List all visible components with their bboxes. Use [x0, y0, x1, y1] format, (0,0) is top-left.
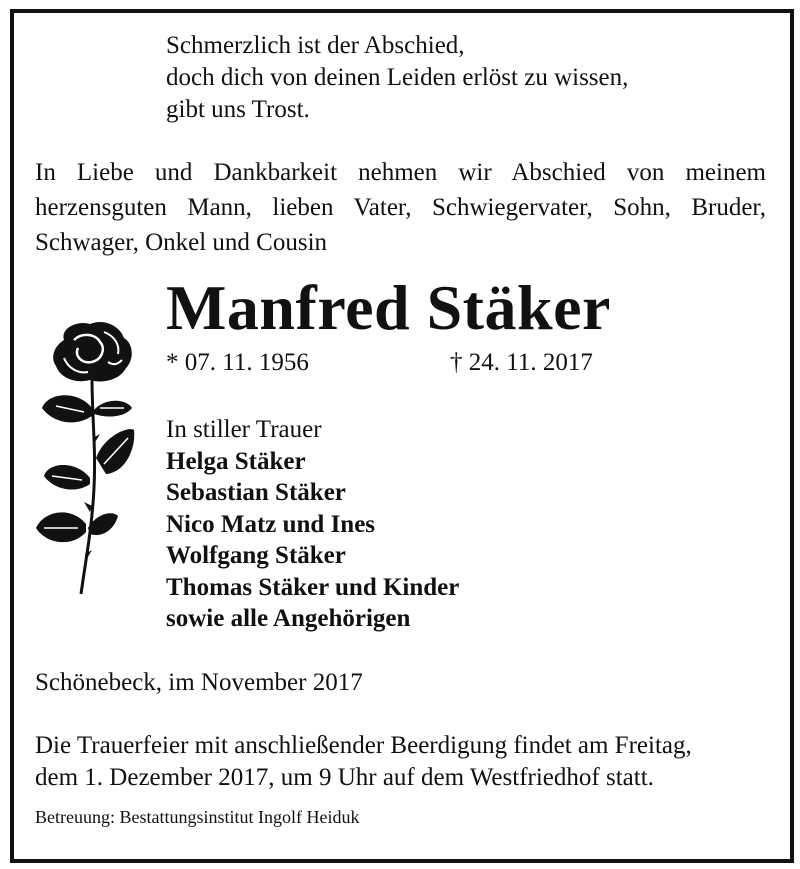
ceremony-line: dem 1. Dezember 2017, um 9 Uhr auf dem Westfriedhof statt.	[35, 764, 654, 791]
mourner-name: Sebastian Stäker	[166, 479, 346, 506]
intro-line: herzensguten Mann, lieben Vater, Schwiegervater, Sohn, Bruder,	[35, 194, 766, 221]
intro-text	[35, 157, 766, 262]
deceased-name: Manfred Stäker	[166, 272, 611, 343]
mourner-name: Wolfgang Stäker	[166, 542, 346, 569]
birth-date: * 07. 11. 1956	[166, 349, 309, 376]
ceremony-line: Die Trauerfeier mit anschließender Beerdigung findet am Freitag,	[35, 732, 692, 759]
funeral-home-credit: Betreuung: Bestattungsinstitut Ingolf Heiduk	[35, 807, 360, 827]
poem-line: gibt uns Trost.	[166, 96, 310, 123]
ceremony-info	[35, 730, 692, 794]
mourners-list	[166, 414, 459, 635]
place-date: Schönebeck, im November 2017	[35, 669, 363, 696]
mourner-name: Helga Stäker	[166, 447, 306, 475]
rose-icon	[34, 318, 140, 594]
poem	[166, 30, 628, 126]
poem-line: doch dich von deinen Leiden erlöst zu wissen,	[166, 64, 629, 91]
intro-line: In Liebe und Dankbarkeit nehmen wir Abschied von meinem	[35, 159, 766, 186]
mourner-name: Nico Matz und Ines	[166, 510, 376, 538]
mourner-name: Thomas Stäker und Kinder	[166, 573, 460, 601]
death-date: † 24. 11. 2017	[450, 349, 593, 376]
mourner-name: sowie alle Angehörigen	[166, 605, 411, 632]
mourners-heading: In stiller Trauer	[166, 416, 322, 443]
poem-line: Schmerzlich ist der Abschied,	[166, 32, 465, 59]
intro-line: Schwager, Onkel und Cousin	[35, 229, 328, 256]
